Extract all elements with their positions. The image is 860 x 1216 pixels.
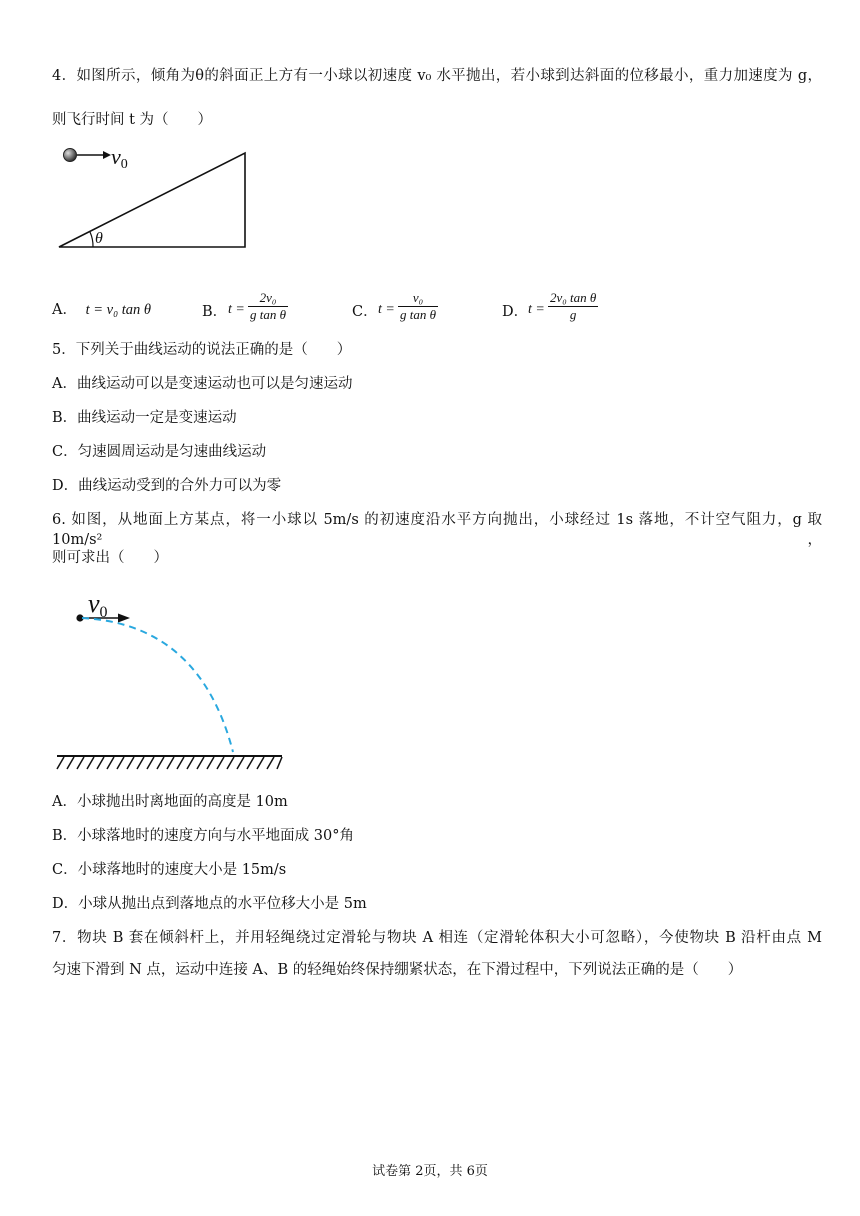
incline-triangle (59, 153, 245, 247)
q5-option-a[interactable]: A．曲线运动可以是变速运动也可以是匀速运动 (52, 376, 353, 392)
q4-option-c-lhs: t = (378, 302, 395, 317)
q4-option-b-fraction (248, 290, 288, 323)
q5-option-d[interactable]: D．曲线运动受到的合外力可以为零 (52, 478, 282, 494)
q4-option-d-lhs: t = (528, 302, 545, 317)
q6-stem-line2: 则可求出（ ） (52, 550, 168, 566)
trajectory-curve (82, 618, 233, 752)
q4-v0-label: v0 (111, 144, 128, 172)
q7-stem-line1: 7．物块 B 套在倾斜杆上，并用轻绳绕过定滑轮与物块 A 相连（定滑轮体积大小可忽略），今使物块 B 沿杆由点 M (52, 930, 822, 946)
q4-option-a-expr: t = v₀ tan θ (85, 302, 152, 318)
q4-option-b-letter[interactable]: B． (202, 304, 228, 320)
q4-option-a[interactable] (52, 300, 151, 320)
q4-stem-line2: 则飞行时间 t 为（ ） (52, 112, 213, 128)
q7-stem-line2: 匀速下滑到 N 点，运动中连接 A、B 的轻绳始终保持绷紧状态，在下滑过程中，下列说法正确的是（ ） (52, 962, 743, 978)
q4-theta-label: θ (95, 230, 103, 247)
q4-option-b-lhs: t = (228, 302, 245, 317)
q4-option-d-letter[interactable]: D． (502, 304, 529, 320)
q4-option-d-num: 2v₀ tan θ (550, 290, 597, 305)
q5-option-c[interactable]: C．匀速圆周运动是匀速曲线运动 (52, 444, 267, 460)
q4-incline-figure (55, 140, 275, 250)
q4-option-a-letter: A． (52, 302, 77, 318)
q6-option-b[interactable]: B．小球落地时的速度方向与水平地面成 30°角 (52, 828, 354, 844)
q4-option-b-num: 2v₀ (248, 290, 288, 307)
q6-option-d[interactable]: D．小球从抛出点到落地点的水平位移大小是 5m (52, 896, 367, 912)
q4-option-c-den: g tan θ (400, 307, 436, 322)
q6-v0-label: v0 (88, 589, 108, 621)
q4-stem-line1: 4．如图所示，倾角为θ的斜面正上方有一小球以初速度 v₀ 水平抛出，若小球到达斜面的位移最小，重力加速度为 g， (52, 68, 822, 84)
page-footer: 试卷第 2页，共 6页 (372, 1164, 488, 1179)
q4-option-c-fraction (398, 290, 438, 323)
q5-option-b[interactable]: B．曲线运动一定是变速运动 (52, 410, 237, 426)
q4-option-c-letter[interactable]: C． (352, 304, 378, 320)
q6-option-a[interactable]: A．小球抛出时离地面的高度是 10m (52, 794, 288, 810)
q4-option-d-den: g (569, 307, 577, 322)
q6-option-c[interactable]: C．小球落地时的速度大小是 15m/s (52, 862, 287, 878)
q4-option-c-num: v₀ (398, 290, 438, 307)
q6-projectile-figure (52, 588, 292, 773)
ball-icon (64, 149, 77, 162)
q6-stem-line1: 6. 如图，从地面上方某点，将一小球以 5m/s 的初速度沿水平方向抛出，小球经过 1s 落地，不计空气阻力，g 取 10m/s²， (52, 512, 822, 548)
q5-stem: 5．下列关于曲线运动的说法正确的是（ ） (52, 342, 352, 358)
ground-hatching (57, 757, 282, 769)
q4-option-d-fraction (548, 290, 598, 323)
q4-option-b-den: g tan θ (250, 307, 286, 322)
